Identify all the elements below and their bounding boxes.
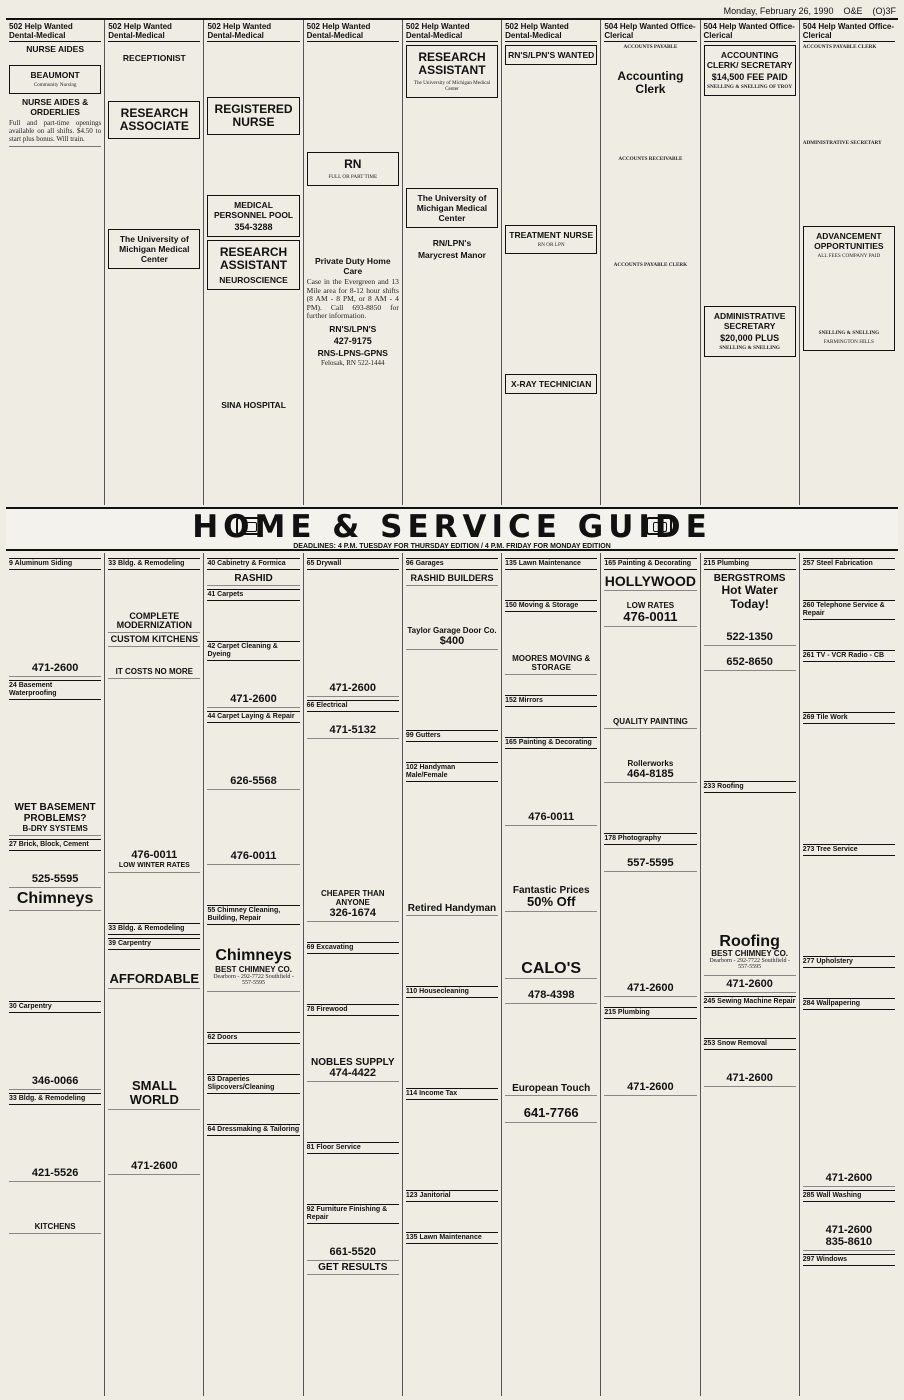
ad-nurse-aides: NURSE AIDES — [26, 44, 84, 54]
column-heading: 504 Help Wanted Office-Clerical — [604, 22, 696, 40]
ad-wet-basement: WET BASEMENT PROBLEMS? — [14, 802, 96, 824]
ad-phone: 471-2600 — [627, 1081, 674, 1093]
ad-rollerworks: Rollerworks — [627, 759, 674, 768]
ad-small-world: SMALL WORLD — [129, 1078, 179, 1107]
guide-column-3 — [204, 553, 303, 1396]
ad-text — [9, 56, 101, 62]
ad-affordable: AFFORDABLE — [109, 971, 200, 986]
section-heading: 273 Tree Service — [803, 844, 895, 856]
ad-low-winter: LOW WINTER RATES — [118, 862, 190, 869]
ad-best-chimney: BEST CHIMNEY CO. — [215, 965, 292, 974]
section-heading: 178 Photography — [604, 833, 696, 845]
section-heading: 135 Lawn Maintenance — [505, 558, 597, 570]
ad-phone: 471-2600 — [825, 1224, 873, 1236]
column-heading: 502 Help Wanted Dental-Medical — [307, 22, 399, 42]
ad-private-duty: Private Duty Home Care — [314, 256, 391, 277]
ad-phone: 835-8610 — [825, 1236, 873, 1248]
masthead-page: (O)3F — [872, 6, 896, 16]
section-heading: 257 Steel Fabrication — [803, 558, 895, 570]
section-heading: 165 Painting & Decorating — [505, 737, 597, 749]
section-heading: 24 Basement Waterproofing — [9, 680, 101, 700]
section-heading: 64 Dressmaking & Tailoring — [207, 1124, 299, 1136]
ad-accounts-payable: ACCOUNTS PAYABLE — [623, 44, 678, 50]
guide-column-7 — [601, 553, 700, 1396]
ad-accounting-clerk-secretary — [704, 45, 796, 96]
ad-low-rates: LOW RATES — [626, 601, 675, 610]
top-column-9 — [800, 20, 898, 505]
masthead — [8, 6, 896, 18]
ad-research-associate — [108, 101, 200, 139]
section-heading: 269 Tile Work — [803, 712, 895, 724]
ad-admin-secretary-pay: $20,000 PLUS — [720, 333, 780, 344]
ad-modernization: COMPLETE MODERNIZATION — [116, 611, 192, 630]
classifieds-top — [6, 18, 898, 505]
ad-bergstroms: BERGSTROMS — [713, 573, 786, 584]
ad-phone: 557-5595 — [627, 857, 674, 869]
section-heading: 253 Snow Removal — [704, 1038, 796, 1050]
column-heading: 504 Help Wanted Office-Clerical — [802, 22, 895, 40]
section-heading: 215 Plumbing — [704, 558, 796, 570]
section-heading: 40 Cabinetry & Formica — [207, 558, 299, 570]
ad-phone: 476-0011 — [623, 609, 678, 624]
guide-column-2 — [105, 553, 204, 1396]
ad-advancement-title: ADVANCEMENT OPPORTUNITIES — [814, 231, 884, 252]
section-heading: 92 Furniture Finishing & Repair — [307, 1204, 399, 1224]
ad-phone: 471-5132 — [329, 724, 377, 736]
ad-phone: 471-2600 — [825, 1172, 873, 1184]
service-guide-banner — [6, 507, 898, 551]
ad-phone: 471-2600 — [131, 1160, 178, 1172]
column-heading: 502 Help Wanted Dental-Medical — [505, 22, 597, 42]
ad-hollywood: HOLLYWOOD — [604, 573, 697, 589]
ad-kitchens: KITCHENS — [34, 1222, 76, 1231]
column-heading: 502 Help Wanted Dental-Medical — [406, 22, 498, 42]
ad-acs-title: ACCOUNTING CLERK/ SECRETARY — [706, 50, 793, 70]
section-heading: 66 Electrical — [307, 700, 399, 712]
ad-rn-sub: FULL OR PART TIME — [328, 174, 378, 180]
section-heading: 69 Excavating — [307, 942, 399, 954]
section-heading: 96 Garages — [406, 558, 498, 570]
ad-rn — [307, 152, 399, 186]
section-heading: 39 Carpentry — [108, 938, 200, 950]
ad-phone: 471-2600 — [230, 693, 277, 705]
ad-european: European Touch — [512, 1083, 591, 1094]
ad-felosak: Felosak, RN 522-1444 — [320, 358, 385, 367]
top-column-8 — [701, 20, 800, 505]
section-heading: 277 Upholstery — [803, 956, 895, 968]
ad-rn-lpn: RN/LPN's — [432, 238, 472, 249]
ad-rn-title: RN — [344, 157, 362, 171]
ad-beaumont — [9, 65, 101, 94]
column-heading: 504 Help Wanted Office-Clerical — [703, 22, 795, 40]
section-heading: 9 Aluminum Siding — [9, 558, 101, 570]
ad-phone: 471-2600 — [726, 978, 773, 990]
ad-nurse-aides-orderlies: NURSE AIDES & ORDERLIES — [21, 97, 89, 118]
column-heading: 502 Help Wanted Dental-Medical — [108, 22, 200, 42]
ad-best-chimney-2-phones: Dearborn - 292-7722 Southfield - 557-5595 — [709, 958, 790, 970]
ad-sina: SINA HOSPITAL — [221, 400, 286, 410]
section-heading: 102 Handyman Male/Female — [406, 762, 498, 782]
ad-rns-lpns-wanted-title: RN'S/LPN'S WANTED — [508, 50, 595, 60]
ad-registered-nurse — [207, 97, 299, 135]
ad-treatment-nurse — [505, 225, 597, 254]
ad-umich-2-title: The University of Michigan Medical Center — [416, 193, 488, 224]
ad-phone: 464-8185 — [627, 768, 674, 780]
ad-accounting-clerk: Accounting Clerk — [617, 69, 684, 97]
ad-phone: 471-2600 — [726, 1072, 773, 1084]
section-heading: 297 Windows — [803, 1254, 895, 1266]
ad-advancement — [803, 226, 895, 351]
guide-column-9 — [800, 553, 898, 1396]
section-heading: 65 Drywall — [307, 558, 399, 570]
ad-phone: 471-2600 — [31, 662, 79, 674]
section-heading: 62 Doors — [207, 1032, 299, 1044]
ad-phone: 652-8650 — [726, 656, 773, 668]
ad-fifty-off: 50% Off — [527, 894, 576, 909]
ad-research-assistant-title: RESEARCH ASSISTANT — [418, 50, 486, 77]
section-heading: 42 Carpet Cleaning & Dyeing — [207, 641, 299, 661]
ad-cheaper: CHEAPER THAN ANYONE — [320, 889, 385, 907]
masthead-section: O&E — [843, 6, 863, 16]
guide-column-6 — [502, 553, 601, 1396]
ad-phone: 474-4422 — [329, 1067, 377, 1079]
ad-roofing: Roofing — [719, 933, 780, 950]
ad-hot-water: Hot Water Today! — [721, 583, 778, 611]
ad-taylor: Taylor Garage Door Co. — [407, 626, 497, 635]
guide-column-1 — [6, 553, 105, 1396]
section-heading: 245 Sewing Machine Repair — [704, 996, 796, 1008]
ad-phone: 476-0011 — [230, 850, 277, 862]
ad-research-assistant-sub: The University of Michigan Medical Center — [413, 80, 491, 93]
ad-ra-title: RESEARCH ASSISTANT — [219, 245, 288, 272]
section-heading: 261 TV - VCR Radio - CB — [803, 650, 895, 662]
ad-quality-painting: QUALITY PAINTING — [613, 717, 688, 726]
ad-calos: CALO'S — [521, 960, 582, 977]
section-heading: 123 Janitorial — [406, 1190, 498, 1202]
ad-phone: 661-5520 — [329, 1246, 377, 1258]
ad-rns-lpns-wanted — [505, 45, 597, 65]
ad-research-associate-title: RESEARCH ASSOCIATE — [119, 106, 189, 134]
ad-umich-2 — [406, 188, 498, 228]
ad-accounts-receivable: ACCOUNTS RECEIVABLE — [618, 156, 683, 163]
ad-admin-sec: ADMINISTRATIVE SECRETARY — [802, 140, 882, 147]
house-icon — [646, 517, 672, 535]
ad-medical-pool-phone: 354-3288 — [234, 222, 273, 232]
ad-xray — [505, 374, 597, 394]
top-column-7 — [601, 20, 700, 505]
section-heading: 63 Draperies Slipcovers/Cleaning — [207, 1074, 299, 1094]
ad-xray-title: X-RAY TECHNICIAN — [511, 379, 592, 390]
ad-phone: 471-2600 — [329, 682, 377, 694]
column-heading: 502 Help Wanted Dental-Medical — [9, 22, 101, 42]
masthead-date: Monday, February 26, 1990 — [723, 6, 834, 16]
section-heading: 99 Gutters — [406, 730, 498, 742]
ad-phone: 476-0011 — [528, 811, 575, 823]
guide-column-8 — [701, 553, 800, 1396]
section-heading: 150 Moving & Storage — [505, 600, 597, 612]
column-heading: 502 Help Wanted Dental-Medical — [207, 22, 299, 42]
ad-snelling-troy: SNELLING & SNELLING OF TROY — [707, 84, 793, 90]
ad-phone: 326-1674 — [329, 907, 377, 919]
top-column-4 — [304, 20, 403, 505]
ad-phone: 641-7766 — [523, 1105, 579, 1120]
ad-umich-title: The University of Michigan Medical Center — [119, 234, 190, 265]
section-heading: 41 Carpets — [207, 589, 299, 601]
ad-treatment-nurse-title: TREATMENT NURSE — [509, 230, 594, 240]
banner-title: HOME & SERVICE GUIDE — [192, 509, 712, 545]
ad-moores: MOORES MOVING & STORAGE — [512, 654, 591, 672]
ad-chimneys-2: Chimneys — [215, 947, 292, 964]
service-guide-listings — [6, 553, 898, 1396]
ad-medical-pool — [207, 195, 299, 237]
ad-custom-kitchens: CUSTOM KITCHENS — [110, 634, 198, 644]
guide-column-4 — [304, 553, 403, 1396]
ad-private-duty-text: Case in the Evergreen and 13 Mile area for 8-12 hour shifts (8 AM - 8 PM, or 8 AM - 4 PM). Call 693-8850 for further information. — [306, 277, 399, 321]
section-heading: 33 Bldg. & Remodeling — [108, 923, 200, 935]
guide-column-5 — [403, 553, 502, 1396]
ad-chimneys: Chimneys — [16, 890, 94, 907]
section-heading: 33 Bldg. & Remodeling — [108, 558, 200, 570]
ad-phone: 626-5568 — [230, 775, 277, 787]
section-heading: 260 Telephone Service & Repair — [803, 600, 895, 620]
section-heading: 114 Income Tax — [406, 1088, 498, 1100]
ad-registered-nurse-title: REGISTERED NURSE — [214, 102, 293, 129]
ad-ra-sub: NEUROSCIENCE — [219, 275, 288, 285]
ad-rashid-builders: RASHID BUILDERS — [410, 573, 494, 583]
section-heading: 55 Chimney Cleaning, Building, Repair — [207, 905, 299, 925]
section-heading: 30 Carpentry — [9, 1001, 101, 1013]
ad-advancement-sub: ALL FEES COMPANY PAID — [817, 253, 881, 260]
banner-deadlines: DEADLINES: 4 P.M. TUESDAY FOR THURSDAY EDITION / 4 P.M. FRIDAY FOR MONDAY EDITION — [293, 543, 611, 550]
ad-admin-secretary — [704, 306, 796, 357]
ad-receptionist: RECEPTIONIST — [122, 53, 186, 64]
ad-research-assistant-neuro — [207, 240, 299, 290]
ad-accounts-payable-clerk: ACCOUNTS PAYABLE CLERK — [613, 262, 688, 269]
ad-research-assistant — [406, 45, 498, 98]
section-heading: 110 Housecleaning — [406, 986, 498, 998]
section-heading: 33 Bldg. & Remodeling — [9, 1093, 101, 1105]
ad-admin-secretary-title: ADMINISTRATIVE SECRETARY — [713, 311, 786, 332]
ad-retired-handyman: Retired Handyman — [407, 903, 497, 914]
section-heading: 165 Painting & Decorating — [604, 558, 696, 570]
section-heading: 78 Firewood — [307, 1004, 399, 1016]
ad-ap-clerk: ACCOUNTS PAYABLE CLERK — [802, 44, 877, 50]
ad-orderlies-text: Full and part-time openings available on all shifts. $4.50 to start plus bonus. Will train. — [9, 119, 102, 144]
ad-snelling-fh-sub: FARMINGTON HILLS — [823, 338, 874, 345]
top-column-5 — [403, 20, 502, 505]
top-column-3 — [204, 20, 303, 505]
ad-rns-lpns-phone: 427-9175 — [333, 335, 372, 346]
section-heading: 152 Mirrors — [505, 695, 597, 707]
ad-phone: 478-4398 — [527, 989, 575, 1001]
ad-rns-lpns-gpns: RNS-LPNS-GPNS — [317, 347, 388, 358]
ad-phone: 346-0066 — [31, 1075, 79, 1087]
ad-price: $400 — [439, 635, 465, 647]
ad-get-results: GET RESULTS — [318, 1262, 388, 1273]
top-column-6 — [502, 20, 601, 505]
section-heading: 27 Brick, Block, Cement — [9, 839, 101, 851]
ad-rashid: RASHID — [234, 573, 273, 584]
section-heading: 285 Wall Washing — [803, 1190, 895, 1202]
ad-costs-no-more: IT COSTS NO MORE — [115, 667, 193, 676]
ad-treatment-nurse-sub: RN OR LPN — [537, 242, 565, 248]
ad-rns-lpns: RN'S/LPN'S — [329, 323, 377, 334]
ad-umich — [108, 229, 200, 269]
ad-beaumont-title: BEAUMONT — [30, 70, 80, 81]
section-heading: 81 Floor Service — [307, 1142, 399, 1154]
ad-acs-fee: $14,500 FEE PAID — [711, 72, 788, 82]
section-heading: 44 Carpet Laying & Repair — [207, 711, 299, 723]
ad-bdry: B-DRY SYSTEMS — [22, 824, 88, 833]
section-heading: 284 Wallpapering — [803, 998, 895, 1010]
top-column-1 — [6, 20, 105, 505]
ad-snelling-fh: SNELLING & SNELLING — [818, 329, 880, 336]
ad-nobles: NOBLES SUPPLY — [310, 1057, 395, 1068]
ad-marycrest: Marycrest Manor — [417, 250, 486, 261]
ad-medical-pool-title: MEDICAL PERSONNEL POOL — [213, 200, 294, 220]
section-heading: 135 Lawn Maintenance — [406, 1232, 498, 1244]
ad-beaumont-sub: Community Nursing — [33, 82, 77, 89]
ad-best-chimney-phones: Dearborn - 292-7722 Southfield - 557-5595 — [213, 974, 294, 986]
ad-phone: 525-5595 — [31, 873, 79, 885]
section-heading: 233 Roofing — [704, 781, 796, 793]
ad-best-chimney-2: BEST CHIMNEY CO. — [711, 949, 789, 958]
top-column-2 — [105, 20, 204, 505]
ad-phone: 522-1350 — [726, 631, 773, 643]
section-heading: 215 Plumbing — [604, 1007, 696, 1019]
ad-fantastic: Fantastic Prices — [512, 885, 590, 896]
ad-snelling: SNELLING & SNELLING — [719, 345, 780, 352]
ad-phone: 471-2600 — [627, 982, 674, 994]
ad-phone: 421-5526 — [31, 1167, 79, 1179]
ad-phone: 476-0011 — [131, 849, 178, 861]
